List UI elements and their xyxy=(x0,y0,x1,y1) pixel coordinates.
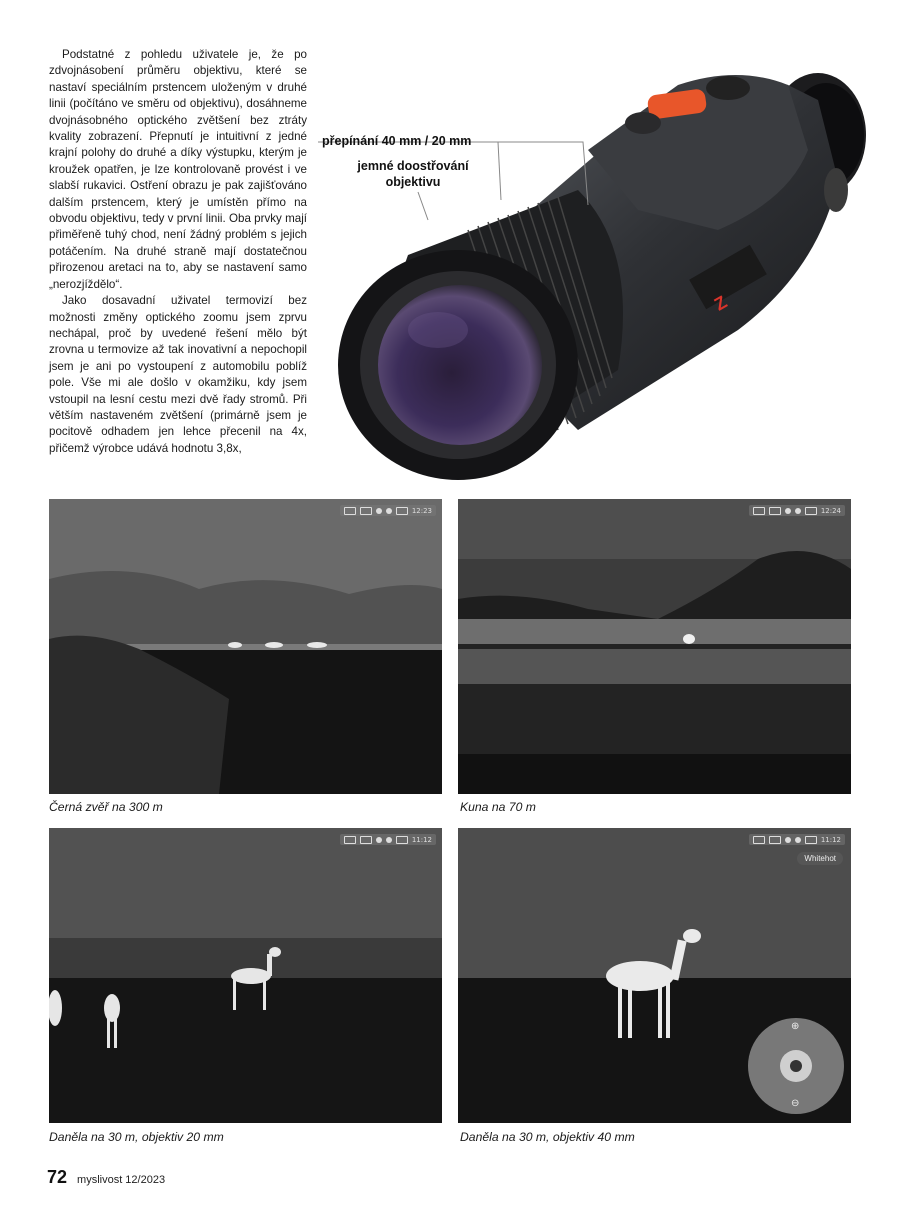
device-statusbar xyxy=(340,505,436,516)
thermal-photo-marten xyxy=(458,499,851,794)
callout-focus xyxy=(343,158,483,190)
status-time: 12:23 xyxy=(411,506,432,515)
caption-boars: Černá zvěř na 300 m xyxy=(49,800,163,814)
thermal-photo-deer-20mm xyxy=(49,828,442,1123)
caption-marten: Kuna na 70 m xyxy=(460,800,536,814)
callout-focus-line2: objektivu xyxy=(385,175,441,189)
status-time: 11:12 xyxy=(820,835,841,844)
thermal-photo-deer-40mm xyxy=(458,828,851,1123)
palette-mode-badge: Whitehot xyxy=(797,852,843,865)
thermal-photo-boars xyxy=(49,499,442,794)
page-number: 72 xyxy=(47,1167,68,1187)
product-image xyxy=(318,40,878,490)
article-paragraph-2: Jako dosavadní uživatel termovizí bez možnosti změny optického zoomu jsem zprvu nechápal, proč by uvedené řešení mělo být zrovna u termovize až tak inovativní a nepochopil jsem je ani po vystoupení z automobilu poblíž pole. Vše mi ale došlo v okamžiku, kdy jsem vstoupil na lesní cestu mezi dvě řady stromů. Při větším nastaveném zvětšení (primárně jsem je pocitově odhadem jen lehce přecenil na 4x, přičemž výrobce udává hodnotu 3,8x, xyxy=(49,294,307,455)
status-time: 11:12 xyxy=(411,835,432,844)
status-time: 12:24 xyxy=(820,506,841,515)
zoom-in-icon: ⊕ xyxy=(791,1021,800,1032)
article-paragraph-1: Podstatné z pohledu uživatele je, že po zdvojnásobení průměru objektivu, které se nastaví speciálním prstencem uloženým v druhé linii (počítáno ve směru od objektivu), dosáhneme dvojnásobného optického zvětšení bez ztráty kvality zobrazení. Přepnutí je intuitivní z jedné krajní polohy do druhé a díky výstupku, kterým je kroužek opatřen, je lze kontrolovaně provést i ve slabší rukavici. Ostření obrazu je pak zajišťováno dalším prstencem, který je umístěn přímo na obvodu objektivu, tedy v první linii. Oba prvky mají přiměřeně tuhý chod, není žádný problém s jejich potáčením. Na druhé straně mají dostatečnou přirozenou aretaci na to, aby se nastavení samo „nerozjíždělo“. xyxy=(49,48,307,291)
caption-deer-20mm: Daněla na 30 m, objektiv 20 mm xyxy=(49,1130,224,1144)
page-footer xyxy=(47,1167,165,1188)
callout-focus-line1: jemné doostřování xyxy=(357,159,469,173)
zoom-out-icon: ⊖ xyxy=(791,1098,800,1109)
article-text xyxy=(49,47,307,457)
caption-deer-40mm: Daněla na 30 m, objektiv 40 mm xyxy=(460,1130,635,1144)
brand-mark: Z xyxy=(710,291,731,315)
device-statusbar xyxy=(749,834,845,845)
device-statusbar xyxy=(340,834,436,845)
callout-zoom-switch: přepínání 40 mm / 20 mm xyxy=(322,134,472,148)
publication-name: myslivost 12/2023 xyxy=(77,1174,166,1186)
thermal-monocular-illustration xyxy=(318,40,878,490)
device-statusbar xyxy=(749,505,845,516)
